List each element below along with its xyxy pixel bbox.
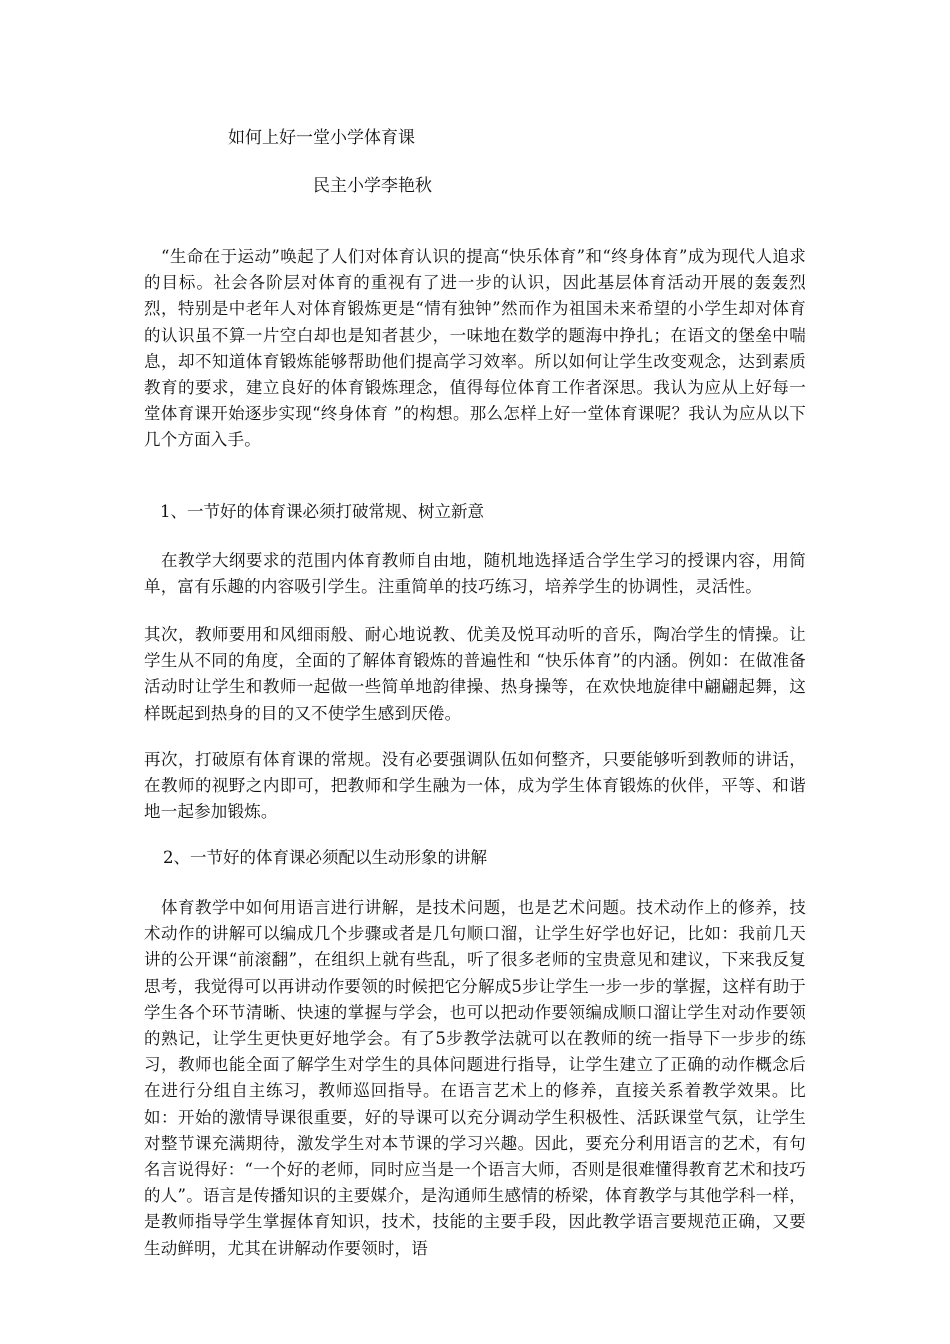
section-2-heading: 2、一节好的体育课必须配以生动形象的讲解 [163,848,487,867]
document-author: 民主小学李艳秋 [313,176,432,196]
intro-paragraph: “生命在于运动”唤起了人们对体育认识的提高“快乐体育”和“终身体育”成为现代人追求的目标。社会各阶层对体育的重视有了进一步的认识，因此基层体育活动开展的轰轰烈烈，特别是中老年人对体育锻炼更是“情有独钟”然而作为祖国未来希望的小学生却对体育的认识虽不算一片空白却也是知者甚少，一味地在数学的题海中挣扎；在语文的堡垒中喘息，却不知道体育锻炼能够帮助他们提高学习效率。所以如何让学生改变观念，达到素质教育的要求，建立良好的体育锻炼理念，值得每位体育工作者深思。我认为应从上好每一堂体育课开始逐步实现“终身体育 ”的构想。那么怎样上好一堂体育课呢？我认为应从以下几个方面入手。 [144,247,806,450]
section-1-paragraph-3: 再次，打破原有体育课的常规。没有必要强调队伍如何整齐，只要能够听到教师的讲话，在教师的视野之内即可，把教师和学生融为一体，成为学生体育锻炼的伙伴，平等、和谐地一起参加锻炼。 [144,750,806,822]
section-1-paragraph-2: 其次，教师要用和风细雨般、耐心地说教、优美及悦耳动听的音乐，陶冶学生的情操。让学生从不同的角度，全面的了解体育锻炼的普遍性和 “快乐体育”的内涵。例如：在做准备活动时让学生和教师一起做一些简单地韵律操、热身操等，在欢快地旋律中翩翩起舞，这样既起到热身的目的又不使学生感到厌倦。 [144,625,806,723]
section-2-paragraph-1: 体育教学中如何用语言进行讲解，是技术问题，也是艺术问题。技术动作上的修养，技术动作的讲解可以编成几个步骤或者是几句顺口溜，让学生好学也好记，比如：我前几天讲的公开课“前滚翻”，在组织上就有些乱，听了很多老师的宝贵意见和建议，下来我反复思考，我觉得可以再讲动作要领的时候把它分解成5步让学生一步一步的掌握，这样有助于学生各个环节清晰、快速的掌握与学会，也可以把动作要领编成顺口溜让学生对动作要领的熟记，让学生更快更好地学会。有了5步教学法就可以在教师的统一指导下一步步的练习，教师也能全面了解学生对学生的具体问题进行指导，让学生建立了正确的动作概念后在进行分组自主练习，教师巡回指导。在语言艺术上的修养，直接关系着教学效果。比如：开始的激情导课很重要，好的导课可以充分调动学生积极性、活跃课堂气氛，让学生对整节课充满期待，激发学生对本节课的学习兴趣。因此，要充分利用语言的艺术，有句名言说得好：“一个好的老师，同时应当是一个语言大师，否则是很难懂得教育艺术和技巧的人”。语言是传播知识的主要媒介，是沟通师生感情的桥梁，体育教学与其他学科一样，是教师指导学生掌握体育知识，技术，技能的主要手段，因此教学语言要规范正确，又要生动鲜明，尤其在讲解动作要领时，语 [144,898,806,1258]
section-1-heading: 1、一节好的体育课必须打破常规、树立新意 [160,502,484,521]
document-title: 如何上好一堂小学体育课 [228,128,415,148]
section-1-paragraph-1: 在教学大纲要求的范围内体育教师自由地，随机地选择适合学生学习的授课内容，用简单，富有乐趣的内容吸引学生。注重简单的技巧练习，培养学生的协调性，灵活性。 [144,551,806,597]
